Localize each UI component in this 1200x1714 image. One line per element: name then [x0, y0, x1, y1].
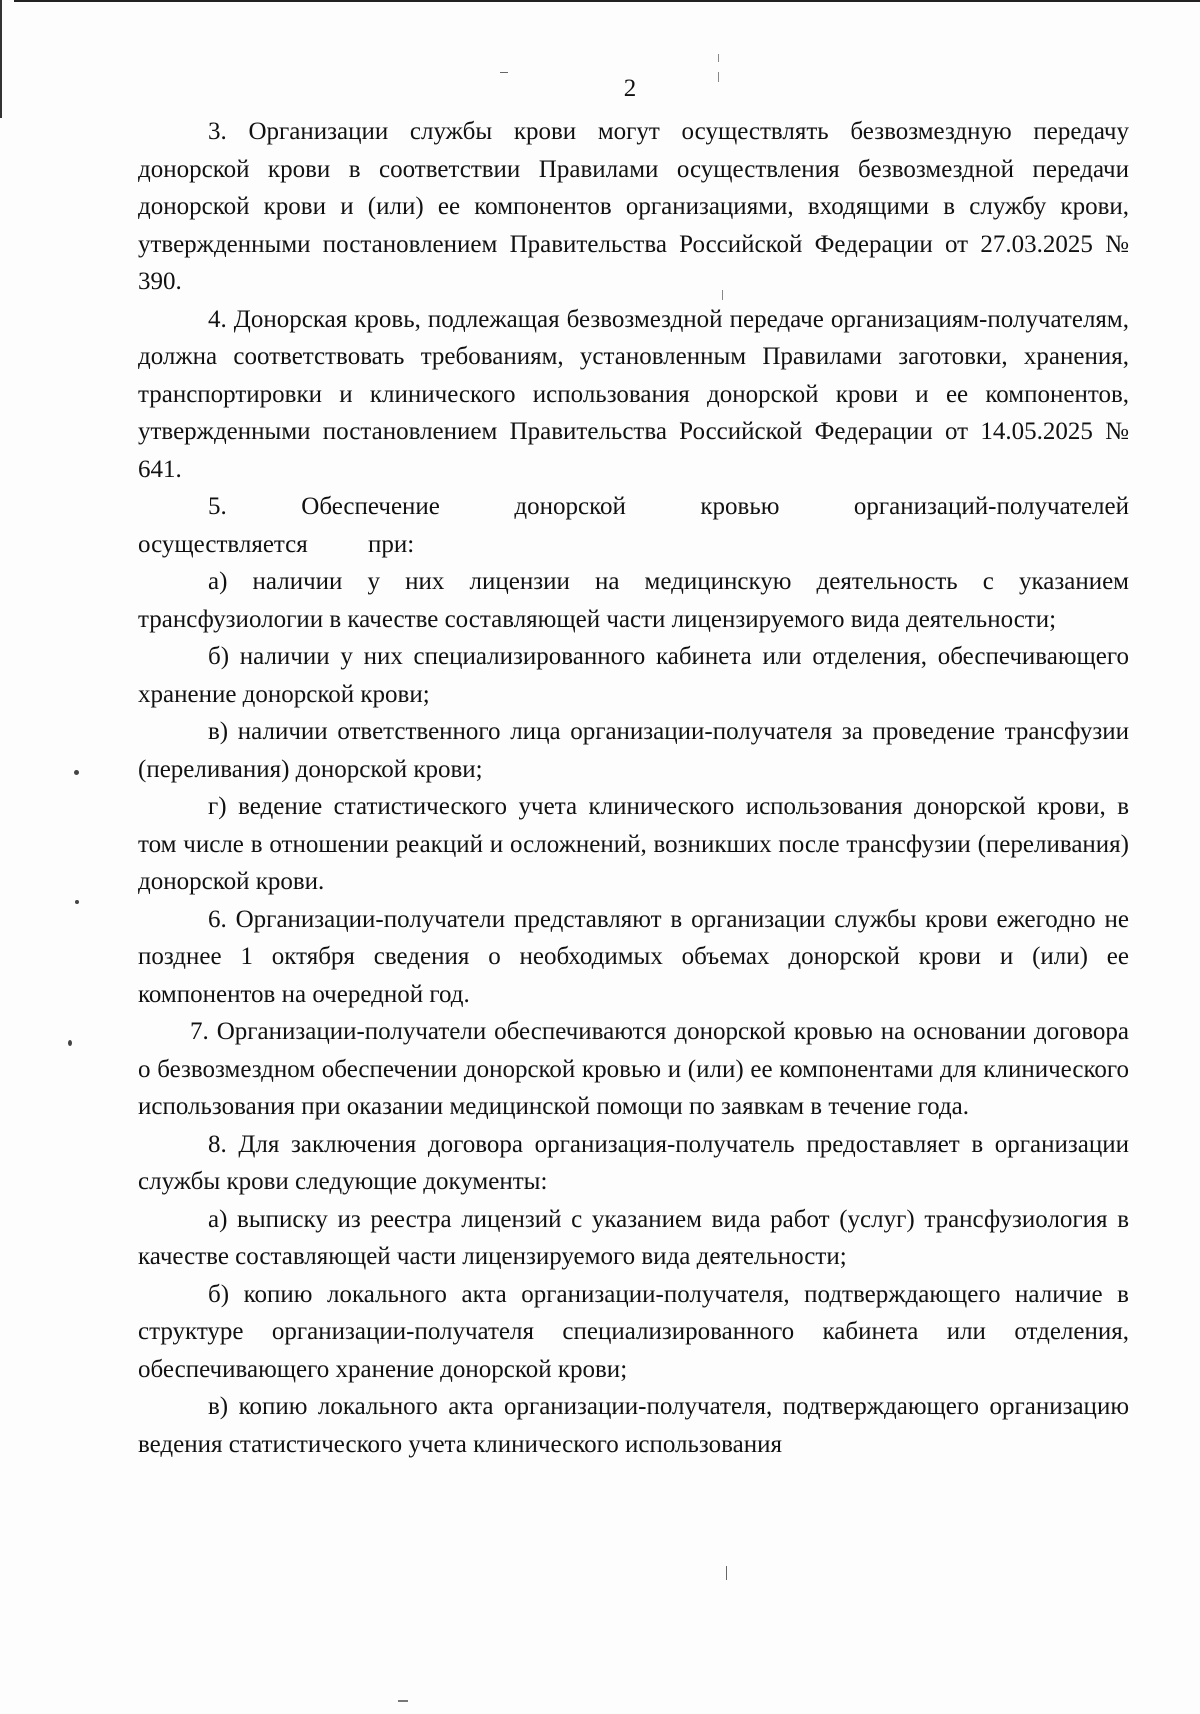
scan-speck	[718, 54, 719, 62]
scan-speck	[75, 900, 79, 904]
scan-speck	[74, 770, 79, 775]
paragraph-3: 3. Организации службы крови могут осуществлять безвозмездную передачу донорской крови в соответствии Правилами осуществления безвозмездной передачи донорской крови и (или) ее компонентов организациями, входящими в службу крови, утвержденными постановлением Правительства Российской Федерации от 27.03.2025 № 390.	[138, 118, 1129, 295]
paragraph-6: 6. Организации-получатели представляют в организации службы крови ежегодно не позднее 1 октября сведения о необходимых объемах донорской крови и (или) ее компонентов на очередной год.	[138, 905, 1129, 1008]
scan-top-edge	[14, 0, 1200, 2]
scan-speck	[726, 1566, 727, 1580]
paragraph-5b: б) наличии у них специализированного кабинета или отделения, обеспечивающего хранение донорской крови;	[138, 643, 1129, 708]
paragraph-7: 7. Организации-получатели обеспечиваются донорской кровью на основании договора о безвозмездном обеспечении донорской кровью и (или) ее компонентами для клинического использования при оказании медицинской помощи по заявкам в течение года.	[138, 1018, 1129, 1120]
paragraph-5v: в) наличии ответственного лица организации-получателя за проведение трансфузии (переливания) донорской крови;	[138, 718, 1129, 783]
paragraph-8: 8. Для заключения договора организация-получатель предоставляет в организации службы крови следующие документы:	[138, 1130, 1129, 1195]
paragraph-8v: в) копию локального акта организации-получателя, подтверждающего организацию ведения статистического учета клинического использования	[138, 1393, 1129, 1458]
paragraph-5g: г) ведение статистического учета клинического использования донорской крови, в том числе в отношении реакций и осложнений, возникших после трансфузии (переливания) донорской крови.	[138, 793, 1129, 895]
paragraph-5: 5. Обеспечение донорской кровью организаций-получателей осуществляется при:	[138, 493, 1129, 558]
paragraph-8a: а) выписку из реестра лицензий с указанием вида работ (услуг) трансфузиология в качестве составляющей части лицензируемого вида деятельности;	[138, 1205, 1129, 1270]
paragraph-4: 4. Донорская кровь, подлежащая безвозмездной передаче организациям-получателям, должна соответствовать требованиям, установленным Правилами заготовки, хранения, транспортировки и клинического использования донорской крови и ее компонентов, утвержденными постановлением Правительства Российской Федерации от 14.05.2025 № 641.	[138, 305, 1129, 483]
page-number: 2	[623, 75, 637, 102]
paragraph-8b: б) копию локального акта организации-получателя, подтверждающего наличие в структуре организации-получателя специализированного кабинета или отделения, обеспечивающего хранение донорской крови;	[138, 1280, 1129, 1383]
scan-speck	[398, 1700, 408, 1702]
document-body	[138, 113, 1129, 1463]
scan-speck	[68, 1040, 72, 1046]
paragraph-5a: а) наличии у них лицензии на медицинскую деятельность с указанием трансфузиологии в качестве составляющей части лицензируемого вида деятельности;	[138, 568, 1129, 633]
